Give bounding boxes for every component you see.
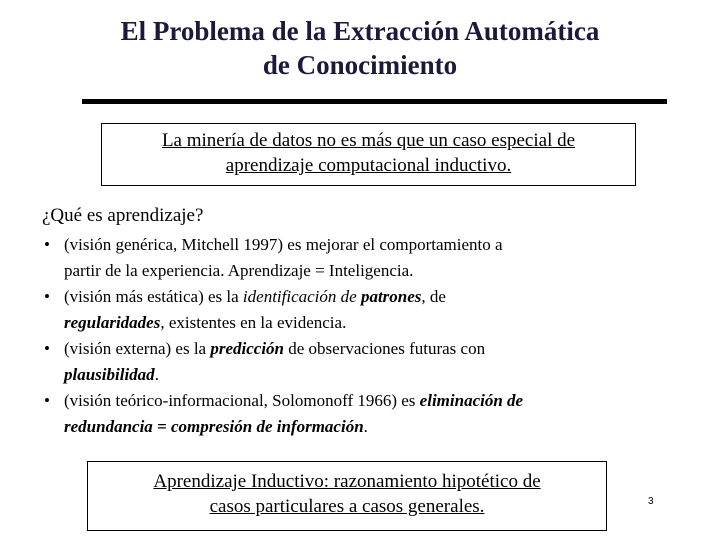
title-divider bbox=[82, 99, 667, 104]
bullet-4-line1 bbox=[64, 388, 672, 414]
bullet-item-4 bbox=[42, 388, 672, 440]
conclusion-box bbox=[87, 461, 607, 531]
slide-title-line2: de Conocimiento bbox=[262, 50, 458, 80]
bullet-marker: • bbox=[44, 287, 50, 306]
bullet-3-text: . bbox=[154, 365, 159, 384]
bullet-marker: • bbox=[44, 235, 50, 254]
bullet-3-emphasis: predicción bbox=[210, 339, 284, 358]
bullet-list bbox=[42, 232, 672, 440]
bullet-4-emphasis: redundancia = compresión de información bbox=[64, 417, 364, 436]
bullet-4-line2 bbox=[64, 414, 672, 440]
bullet-item-3 bbox=[42, 336, 672, 388]
definition-line1: La minería de datos no es más que un caso especial de bbox=[161, 130, 576, 151]
bullet-3-emphasis: plausibilidad bbox=[64, 365, 155, 384]
bullet-marker: • bbox=[44, 391, 50, 410]
bullet-1-line2: partir de la experiencia. Aprendizaje = Inteligencia. bbox=[64, 261, 414, 280]
definition-box bbox=[101, 123, 636, 186]
bullet-2-text: , existentes en la evidencia. bbox=[160, 313, 347, 332]
question-heading: ¿Qué es aprendizaje? bbox=[42, 205, 204, 226]
bullet-item-2 bbox=[42, 284, 672, 336]
bullet-marker: • bbox=[44, 339, 50, 358]
bullet-4-text: (visión teórico-informacional, Solomonoff 1966) es bbox=[64, 391, 420, 410]
bullet-4-text: . bbox=[363, 417, 368, 436]
bullet-2-emphasis: patrones bbox=[360, 287, 422, 306]
bullet-4-emphasis: eliminación de bbox=[419, 391, 524, 410]
bullet-2-emphasis: regularidades bbox=[64, 313, 161, 332]
bullet-1-line1: (visión genérica, Mitchell 1997) es mejorar el comportamiento a bbox=[64, 235, 503, 254]
bullet-3-line2 bbox=[64, 362, 672, 388]
conclusion-line1: Aprendizaje Inductivo: razonamiento hipotético de bbox=[153, 471, 541, 492]
definition-line2: aprendizaje computacional inductivo. bbox=[225, 155, 512, 176]
slide-title bbox=[40, 14, 680, 82]
conclusion-line2: casos particulares a casos generales. bbox=[209, 496, 485, 517]
slide-title-line1: El Problema de la Extracción Automática bbox=[120, 16, 600, 46]
page-number: 3 bbox=[648, 496, 654, 507]
bullet-3-text: (visión externa) es la bbox=[64, 339, 211, 358]
bullet-2-text: , de bbox=[421, 287, 446, 306]
bullet-3-text: de observaciones futuras con bbox=[284, 339, 486, 358]
bullet-3-line1 bbox=[64, 336, 672, 362]
bullet-item-1 bbox=[42, 232, 672, 284]
bullet-2-italic: identificación de bbox=[242, 287, 361, 306]
bullet-2-text: (visión más estática) es la bbox=[64, 287, 243, 306]
bullet-2-line2 bbox=[64, 310, 672, 336]
bullet-2-line1 bbox=[64, 284, 672, 310]
